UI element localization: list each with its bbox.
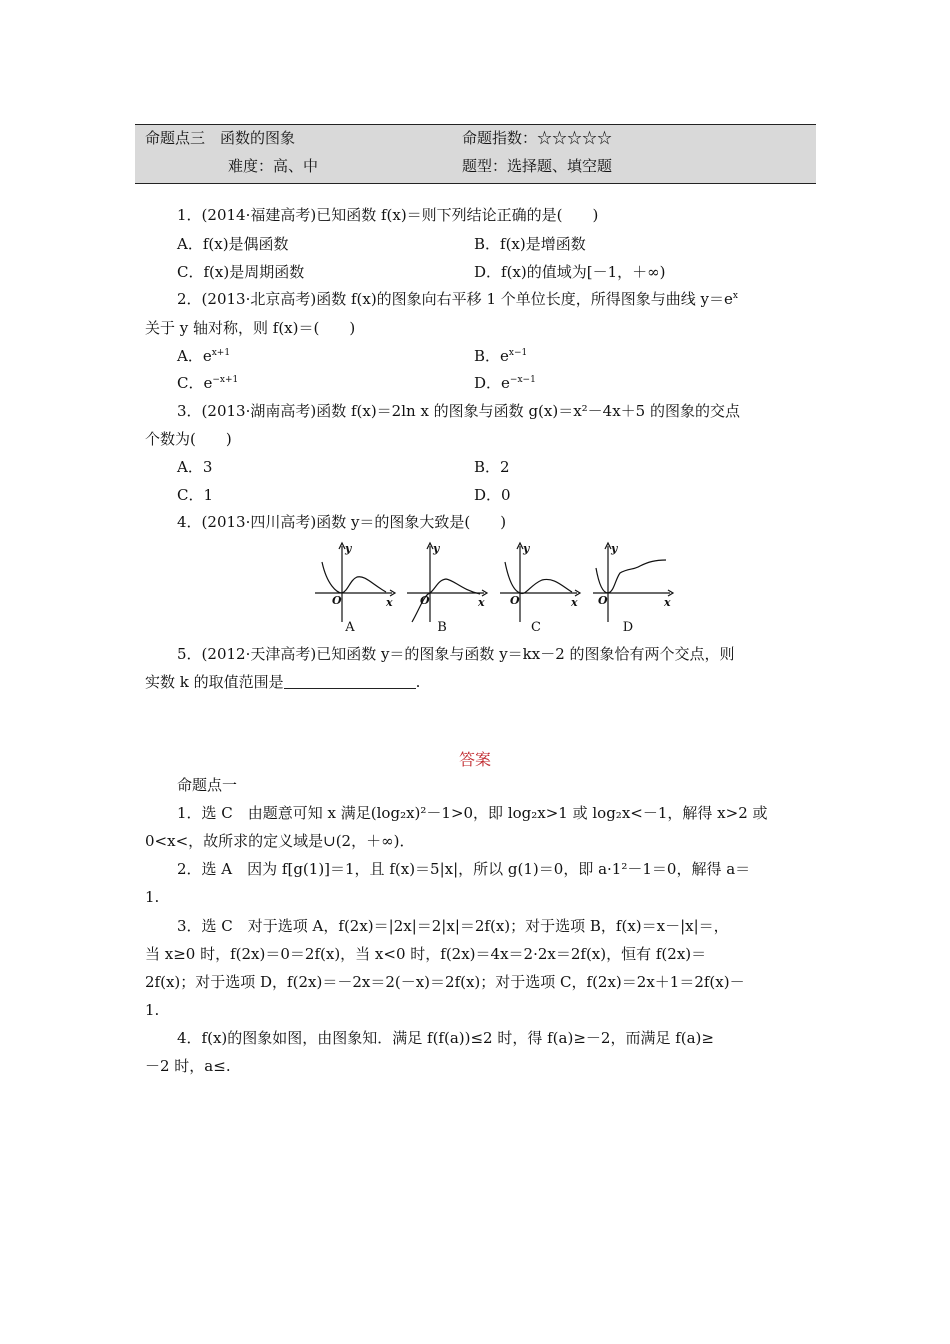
q3-option-b: B．2 [474, 458, 510, 476]
graph-d [593, 543, 673, 622]
q5-stem-line1: 5．(2012·天津高考)已知函数 y＝的图象与函数 y＝kx－2 的图象恰有两个交点，则 [177, 645, 735, 663]
graph-d-label: D [622, 620, 634, 635]
q3-stem-line2: 个数为( ) [145, 430, 232, 448]
graph-d-origin: O [598, 594, 608, 607]
answer-3-line2: 当 x≥0 时，f(2x)＝0＝2f(x)，当 x<0 时，f(2x)＝4x＝2·2x＝2f(x)，恒有 f(2x)＝ [145, 945, 707, 963]
answer-3-line3: 2f(x)；对于选项 D，f(2x)＝－2x＝2(－x)＝2f(x)；对于选项 C，f(2x)＝2x＋1＝2f(x)－ [145, 973, 745, 991]
graph-c-origin: O [510, 594, 520, 607]
answer-4-line2: －2 时，a≤. [145, 1057, 231, 1075]
q1-option-c: C．f(x)是周期函数 [177, 263, 305, 281]
q4-stem: 4．(2013·四川高考)函数 y＝的图象大致是( ) [177, 513, 507, 531]
topic-header-box [135, 124, 816, 184]
graph-c-y-label: y [523, 542, 530, 555]
q4-option-graphs [310, 540, 680, 640]
answers-title: 答案 [458, 750, 491, 769]
question-type-label: 题型：选择题、填空题 [462, 157, 613, 175]
q5-stem-line2: 实数 k 的取值范围是 . [145, 673, 421, 691]
answer-1-line2: 0<x<，故所求的定义域是∪(2，＋∞)． [145, 832, 415, 850]
q2-option-b: B．$e^{x-1}$ [474, 347, 528, 365]
graph-a-y-label: y [345, 542, 352, 555]
answer-1-line1: 1．选 C 由题意可知 x 满足(log₂x)²－1>0，即 log₂x>1 或 log₂x<－1，解得 x>2 或 [177, 804, 768, 822]
graph-a-origin: O [332, 594, 342, 607]
q1-option-b: B．f(x)是增函数 [474, 235, 586, 253]
q2-option-a: A．$e^{x+1}$ [177, 347, 231, 365]
q3-option-d: D．0 [474, 486, 511, 504]
q3-option-c: C．1 [177, 486, 214, 504]
graph-b [407, 543, 487, 622]
answer-3-line4: 1. [145, 1001, 160, 1019]
q1-option-a: A．f(x)是偶函数 [177, 235, 289, 253]
graph-a-label: A [345, 620, 355, 635]
answer-2-line2: 1. [145, 888, 160, 906]
answer-2-line1: 2．选 A 因为 f[g(1)]＝1，且 f(x)＝5|x|，所以 g(1)＝0，即 a·1²－1＝0，解得 a＝ [177, 860, 751, 878]
graph-d-y-label: y [611, 542, 618, 555]
answers-section: 命题点一 [177, 776, 238, 794]
graph-b-origin: O [420, 594, 430, 607]
q2-option-d: D．$e^{-x-1}$ [474, 374, 536, 392]
q3-option-a: A．3 [177, 458, 213, 476]
graph-b-label: B [437, 620, 447, 635]
answer-4-line1: 4．f(x)的图象如图，由图象知．满足 f(f(a))≤2 时，得 f(a)≥－2，而满足 f(a)≥ [177, 1029, 714, 1047]
q1-stem: 1．(2014·福建高考)已知函数 f(x)＝则下列结论正确的是( ) [177, 206, 599, 224]
difficulty-label: 难度：高、中 [228, 157, 319, 175]
q5-answer-blank [284, 674, 416, 689]
topic-index: 命题指数：☆☆☆☆☆ [462, 129, 613, 147]
graph-c-label: C [531, 620, 541, 635]
topic-label: 命题点三 函数的图象 [145, 129, 296, 147]
graph-d-x-label: x [664, 596, 671, 609]
q2-stem-line1: 2．(2013·北京高考)函数 f(x)的图象向右平移 1 个单位长度，所得图象与曲线 $y=e^x$ [177, 290, 738, 308]
q3-stem-line1: 3．(2013·湖南高考)函数 f(x)＝2ln x 的图象与函数 g(x)＝x²－4x＋5 的图象的交点 [177, 402, 740, 420]
q2-option-c: C．$e^{-x+1}$ [177, 374, 239, 392]
q2-stem-line2: 关于 y 轴对称，则 f(x)＝( ) [145, 319, 356, 337]
graph-b-y-label: y [433, 542, 440, 555]
graph-c-x-label: x [571, 596, 578, 609]
graph-c [500, 543, 580, 622]
q1-option-d: D．f(x)的值域为[－1，＋∞) [474, 263, 666, 281]
answer-3-line1: 3．选 C 对于选项 A，f(2x)＝|2x|＝2|x|＝2f(x)；对于选项 B，f(x)＝x－|x|＝， [177, 917, 729, 935]
graph-b-x-label: x [478, 596, 485, 609]
graph-a [315, 543, 395, 622]
graph-a-x-label: x [386, 596, 393, 609]
